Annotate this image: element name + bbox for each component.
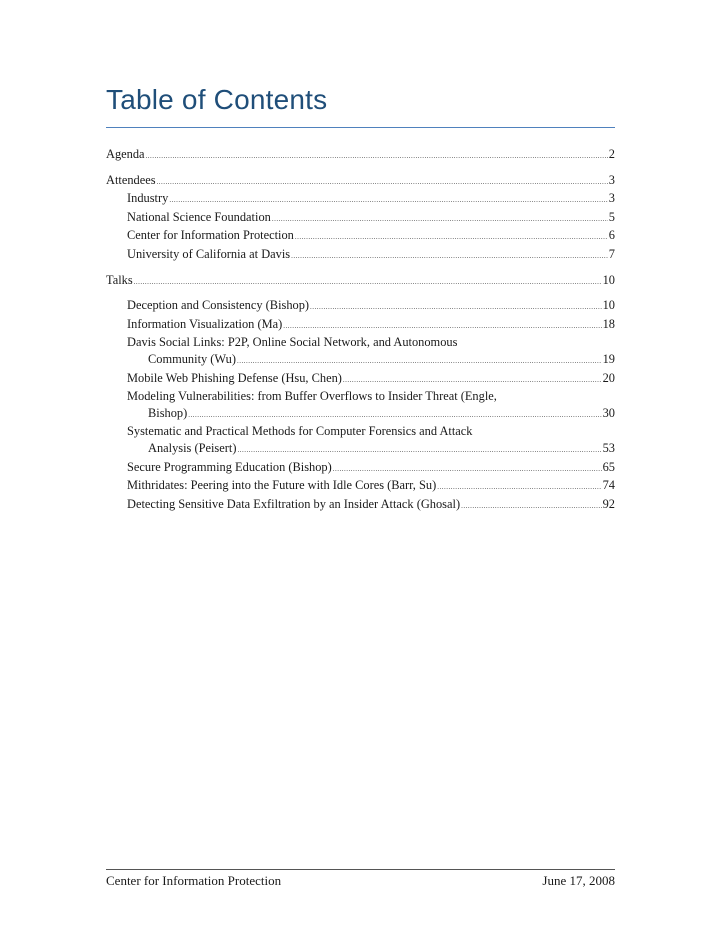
toc-entry-talk-9[interactable] (106, 496, 615, 515)
toc-label: Mithridates: Peering into the Future with Idle Cores (Barr, Su) (127, 478, 437, 493)
toc-label-line2: Bishop) (148, 405, 188, 420)
toc-entry-ucd[interactable] (106, 246, 615, 265)
footer-divider (106, 869, 615, 870)
toc-entry-talk-8[interactable] (106, 477, 615, 496)
toc-entry-agenda[interactable] (106, 146, 615, 165)
footer-organization: Center for Information Protection (106, 873, 282, 888)
dot-leader (188, 407, 601, 424)
toc-page-number: 19 (602, 351, 615, 366)
toc-entry-talk-3[interactable] (106, 334, 615, 369)
toc-page-number: 5 (608, 209, 615, 224)
toc-label: University of California at Davis (127, 246, 291, 261)
toc-label: National Science Foundation (127, 209, 271, 224)
dot-leader (437, 479, 601, 496)
toc-label: Industry (127, 191, 169, 206)
page-title: Table of Contents (106, 84, 328, 115)
toc-page-number: 92 (602, 496, 615, 511)
toc-page-number: 18 (602, 316, 615, 331)
dot-leader (272, 211, 608, 228)
toc-label: Secure Programming Education (Bishop) (127, 459, 332, 474)
dot-leader (343, 372, 602, 389)
dot-leader (169, 192, 607, 209)
dot-leader (291, 248, 608, 265)
title-underline (106, 127, 615, 128)
dot-leader (333, 461, 602, 478)
toc-page-number: 6 (608, 228, 615, 243)
dot-leader (157, 174, 608, 191)
toc-label-line1: Davis Social Links: P2P, Online Social Network, and Autonomous (127, 335, 458, 350)
dot-leader (461, 498, 602, 515)
toc-entry-talks[interactable] (106, 272, 615, 291)
dot-leader (237, 353, 602, 370)
toc-entry-cip[interactable] (106, 227, 615, 246)
dot-leader (237, 442, 601, 459)
toc-label: Talks (106, 272, 133, 287)
dot-leader (134, 274, 602, 291)
toc-entry-talk-7[interactable] (106, 459, 615, 478)
toc-page-number: 53 (602, 440, 615, 455)
toc-entry-talk-2[interactable] (106, 316, 615, 335)
toc-page-number: 3 (608, 191, 615, 206)
toc-entry-talk-5[interactable] (106, 388, 615, 423)
toc-page-number: 2 (608, 147, 615, 161)
toc-entry-talk-1[interactable] (106, 297, 615, 316)
toc-label-line1: Modeling Vulnerabilities: from Buffer Overflows to Insider Threat (Engle, (127, 389, 497, 404)
toc-label: Center for Information Protection (127, 228, 294, 243)
toc-page-number: 7 (608, 246, 615, 261)
toc-label: Information Visualization (Ma) (127, 316, 283, 331)
toc-entry-attendees[interactable] (106, 172, 615, 191)
toc-page-number: 65 (602, 459, 615, 474)
toc-page-number: 74 (602, 478, 615, 493)
page-footer (106, 873, 615, 889)
toc-label-line2: Community (Wu) (148, 351, 236, 366)
toc-label: Attendees (106, 172, 156, 187)
toc-entry-industry[interactable] (106, 190, 615, 209)
toc-page-number: 20 (602, 370, 615, 385)
toc-label: Agenda (106, 147, 145, 161)
toc-label-line1: Systematic and Practical Methods for Computer Forensics and Attack (127, 424, 473, 439)
toc-label: Detecting Sensitive Data Exfiltration by an Insider Attack (Ghosal) (127, 496, 461, 511)
toc-page-number: 30 (602, 405, 615, 420)
toc-page-number: 3 (608, 172, 615, 187)
toc-label-line2: Analysis (Peisert) (148, 440, 237, 455)
table-of-contents (106, 146, 615, 514)
toc-label: Deception and Consistency (Bishop) (127, 298, 310, 313)
toc-page-number: 10 (602, 298, 615, 313)
dot-leader (295, 229, 608, 246)
footer-date: June 17, 2008 (542, 873, 615, 888)
dot-leader (310, 299, 602, 316)
dot-leader (146, 148, 608, 165)
toc-entry-nsf[interactable] (106, 209, 615, 228)
toc-page-number: 10 (602, 272, 615, 287)
toc-entry-talk-6[interactable] (106, 423, 615, 458)
toc-entry-talk-4[interactable] (106, 370, 615, 389)
dot-leader (283, 318, 601, 335)
toc-label: Mobile Web Phishing Defense (Hsu, Chen) (127, 370, 342, 385)
